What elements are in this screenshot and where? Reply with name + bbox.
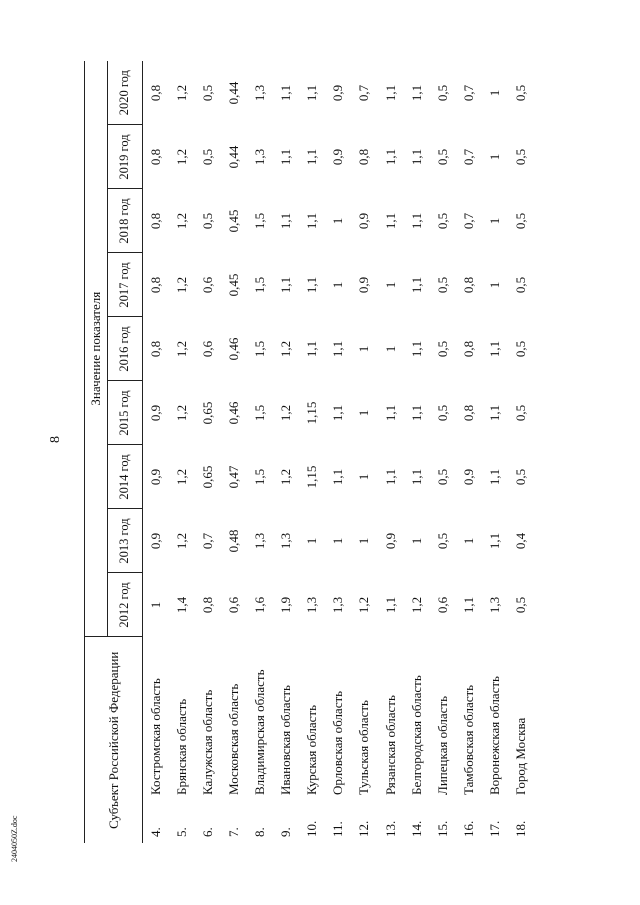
indicator-value: 1,1 xyxy=(304,148,320,166)
indicator-value: 1,2 xyxy=(174,532,190,550)
indicator-value: 1,2 xyxy=(278,468,294,486)
indicator-value: 0,65 xyxy=(200,401,216,425)
table-row xyxy=(508,61,534,843)
indicator-value: 1 xyxy=(148,601,164,609)
region-name: Тамбовская область xyxy=(460,684,476,795)
indicator-value: 0,44 xyxy=(226,145,242,169)
table-row xyxy=(404,61,430,843)
region-name: Тульская область xyxy=(356,700,372,795)
indicator-value: 1,1 xyxy=(486,532,502,550)
indicator-value: 1,5 xyxy=(252,468,268,486)
indicator-value: 0,45 xyxy=(226,209,242,233)
indicator-value: 1,5 xyxy=(252,340,268,358)
indicator-value: 1 xyxy=(486,281,502,289)
indicator-value: 1 xyxy=(304,537,320,545)
row-number: 4. xyxy=(148,827,164,837)
page-number: 8 xyxy=(48,436,63,443)
indicator-table xyxy=(84,61,534,843)
row-number: 17. xyxy=(486,820,502,837)
indicator-value: 0,9 xyxy=(382,532,398,550)
indicator-value: 0,5 xyxy=(434,148,450,166)
region-name: Владимирская область xyxy=(252,669,268,795)
indicator-value: 1,15 xyxy=(304,465,320,489)
indicator-value: 1,1 xyxy=(278,212,294,230)
table-row xyxy=(325,61,351,843)
indicator-value: 1 xyxy=(330,537,346,545)
indicator-value: 0,5 xyxy=(200,84,216,102)
table-row xyxy=(273,61,299,843)
indicator-value: 1,1 xyxy=(382,212,398,230)
indicator-value: 1 xyxy=(486,153,502,161)
indicator-value: 0,4 xyxy=(512,532,528,550)
indicator-value: 1,1 xyxy=(330,468,346,486)
indicator-value: 0,6 xyxy=(200,340,216,358)
table-row xyxy=(482,61,508,843)
indicator-value: 1,2 xyxy=(174,276,190,294)
region-name: Воронежская область xyxy=(486,676,502,795)
indicator-value: 1,1 xyxy=(408,212,424,230)
row-number: 8. xyxy=(252,827,268,837)
row-number: 5. xyxy=(174,827,190,837)
indicator-value: 1,1 xyxy=(382,468,398,486)
table-row xyxy=(456,61,482,843)
indicator-value: 0,9 xyxy=(356,212,372,230)
region-name: Орловская область xyxy=(330,690,346,795)
indicator-value: 1,1 xyxy=(304,212,320,230)
row-number: 6. xyxy=(200,827,216,837)
indicator-value: 1,1 xyxy=(408,276,424,294)
row-number: 11. xyxy=(330,821,346,837)
indicator-value: 0,5 xyxy=(512,212,528,230)
region-name: Рязанская область xyxy=(382,695,398,795)
indicator-value: 1,1 xyxy=(408,404,424,422)
indicator-value: 1,1 xyxy=(408,468,424,486)
indicator-value: 1 xyxy=(460,537,476,545)
indicator-value: 0,5 xyxy=(434,340,450,358)
indicator-value: 0,9 xyxy=(330,148,346,166)
region-name: Брянская область xyxy=(174,698,190,795)
indicator-value: 0,5 xyxy=(512,404,528,422)
year-header: 2018 год xyxy=(108,189,143,253)
indicator-value: 1 xyxy=(382,281,398,289)
region-name: Московская область xyxy=(226,683,242,795)
indicator-value: 1,6 xyxy=(252,596,268,614)
region-name: Курская область xyxy=(304,704,320,795)
indicator-value: 0,9 xyxy=(330,84,346,102)
subject-column-header: Субъект Российской Федерации xyxy=(85,637,143,843)
indicator-value: 0,5 xyxy=(512,340,528,358)
indicator-value: 1,2 xyxy=(408,596,424,614)
indicator-value: 0,9 xyxy=(148,468,164,486)
indicator-value: 1,1 xyxy=(408,340,424,358)
indicator-value: 0,9 xyxy=(356,276,372,294)
indicator-value: 0,5 xyxy=(512,148,528,166)
indicator-value: 1 xyxy=(356,473,372,481)
indicator-table-container xyxy=(84,61,534,843)
indicator-value: 0,7 xyxy=(460,84,476,102)
indicator-value: 0,8 xyxy=(356,148,372,166)
indicator-value: 1,1 xyxy=(382,84,398,102)
row-number: 12. xyxy=(356,820,372,837)
indicator-value: 1,15 xyxy=(304,401,320,425)
indicator-value: 1 xyxy=(356,409,372,417)
row-number: 10. xyxy=(304,820,320,837)
year-header: 2015 год xyxy=(108,381,143,445)
indicator-value: 0,6 xyxy=(226,596,242,614)
indicator-value: 0,8 xyxy=(148,148,164,166)
indicator-value: 1,4 xyxy=(174,596,190,614)
indicator-value: 1 xyxy=(408,537,424,545)
year-header: 2013 год xyxy=(108,509,143,573)
indicator-value: 1,1 xyxy=(382,148,398,166)
indicator-value: 0,5 xyxy=(512,468,528,486)
year-header: 2014 год xyxy=(108,445,143,509)
indicator-value: 0,7 xyxy=(460,212,476,230)
indicator-value: 1,3 xyxy=(304,596,320,614)
indicator-value: 0,5 xyxy=(434,532,450,550)
table-row xyxy=(169,61,195,843)
table-row xyxy=(221,61,247,843)
indicator-value: 0,9 xyxy=(460,468,476,486)
indicator-value: 1,1 xyxy=(460,596,476,614)
indicator-value: 1,2 xyxy=(174,340,190,358)
year-header: 2020 год xyxy=(108,61,143,125)
indicator-value: 1,3 xyxy=(252,148,268,166)
indicator-value: 0,7 xyxy=(460,148,476,166)
region-name: Город Москва xyxy=(512,717,528,795)
indicator-value: 0,5 xyxy=(434,404,450,422)
file-stamp: 2404050Z.doc xyxy=(10,815,19,862)
indicator-value: 1,3 xyxy=(278,532,294,550)
table-row xyxy=(143,61,170,843)
indicator-value: 1 xyxy=(356,537,372,545)
indicator-value: 1,2 xyxy=(278,340,294,358)
indicator-value: 0,5 xyxy=(434,212,450,230)
indicator-value: 1,1 xyxy=(278,148,294,166)
indicator-value: 1,9 xyxy=(278,596,294,614)
indicator-value: 1,3 xyxy=(330,596,346,614)
indicator-value: 1 xyxy=(486,217,502,225)
indicator-value: 1 xyxy=(382,345,398,353)
indicator-value: 0,5 xyxy=(434,468,450,486)
indicator-value: 0,65 xyxy=(200,465,216,489)
year-header: 2019 год xyxy=(108,125,143,189)
indicator-value: 1,2 xyxy=(174,404,190,422)
indicator-value: 1,2 xyxy=(174,84,190,102)
indicator-value: 0,46 xyxy=(226,337,242,361)
indicator-value: 1,1 xyxy=(278,276,294,294)
region-name: Белгородская область xyxy=(408,675,424,795)
row-number: 13. xyxy=(382,820,398,837)
row-number: 16. xyxy=(460,820,476,837)
indicator-value: 1,1 xyxy=(278,84,294,102)
table-row xyxy=(195,61,221,843)
indicator-value: 0,45 xyxy=(226,273,242,297)
indicator-value: 1,1 xyxy=(382,404,398,422)
indicator-value: 0,9 xyxy=(148,404,164,422)
indicator-value: 1 xyxy=(486,89,502,97)
indicator-value: 1,1 xyxy=(408,84,424,102)
row-number: 15. xyxy=(434,820,450,837)
indicator-value: 1,1 xyxy=(304,84,320,102)
indicator-value: 0,7 xyxy=(356,84,372,102)
year-header: 2012 год xyxy=(108,573,143,637)
indicator-value: 0,8 xyxy=(148,276,164,294)
indicator-value: 1,1 xyxy=(486,468,502,486)
region-name: Калужская область xyxy=(200,689,216,795)
indicator-value: 0,5 xyxy=(200,212,216,230)
indicator-value: 1,1 xyxy=(486,404,502,422)
indicator-value: 1 xyxy=(330,217,346,225)
table-row xyxy=(378,61,404,843)
indicator-value: 1,3 xyxy=(486,596,502,614)
indicator-value: 1,2 xyxy=(278,404,294,422)
region-name: Костромская область xyxy=(148,678,164,795)
indicator-value: 1 xyxy=(330,281,346,289)
table-body xyxy=(143,61,535,843)
indicator-value: 1,1 xyxy=(486,340,502,358)
indicator-value: 1,2 xyxy=(356,596,372,614)
indicator-value: 0,5 xyxy=(434,84,450,102)
indicator-value: 1,5 xyxy=(252,212,268,230)
indicator-value: 0,5 xyxy=(434,276,450,294)
indicator-value: 0,9 xyxy=(148,532,164,550)
indicator-value: 0,44 xyxy=(226,81,242,105)
indicator-value: 0,5 xyxy=(512,84,528,102)
indicator-value: 0,6 xyxy=(434,596,450,614)
indicator-value: 1,3 xyxy=(252,84,268,102)
indicator-value: 1 xyxy=(356,345,372,353)
indicator-value: 1,5 xyxy=(252,276,268,294)
region-name: Липецкая область xyxy=(434,695,450,795)
table-row xyxy=(299,61,325,843)
indicator-value: 1,2 xyxy=(174,212,190,230)
indicator-value: 1,1 xyxy=(330,404,346,422)
row-number: 18. xyxy=(512,820,528,837)
region-name: Ивановская область xyxy=(278,685,294,795)
indicator-value: 0,5 xyxy=(512,276,528,294)
row-number: 7. xyxy=(226,827,242,837)
year-header: 2016 год xyxy=(108,317,143,381)
indicator-value: 1,1 xyxy=(408,148,424,166)
row-number: 14. xyxy=(408,820,424,837)
indicator-value: 0,8 xyxy=(200,596,216,614)
indicator-value: 1,1 xyxy=(330,340,346,358)
indicator-value: 0,8 xyxy=(148,84,164,102)
table-row xyxy=(247,61,273,843)
year-header: 2017 год xyxy=(108,253,143,317)
indicator-value: 0,7 xyxy=(200,532,216,550)
indicator-value: 1,2 xyxy=(174,148,190,166)
row-number: 9. xyxy=(278,827,294,837)
indicator-value: 1,1 xyxy=(304,276,320,294)
indicator-value: 0,5 xyxy=(200,148,216,166)
indicator-value: 1,3 xyxy=(252,532,268,550)
indicator-value: 1,1 xyxy=(382,596,398,614)
indicator-value: 0,8 xyxy=(460,404,476,422)
table-row xyxy=(430,61,456,843)
indicator-value: 0,8 xyxy=(460,340,476,358)
indicator-value: 0,6 xyxy=(200,276,216,294)
table-header xyxy=(85,61,143,843)
indicator-value: 0,8 xyxy=(148,340,164,358)
indicator-value: 0,47 xyxy=(226,465,242,489)
table-row xyxy=(351,61,377,843)
indicator-group-header: Значение показателя xyxy=(85,61,108,637)
indicator-value: 0,46 xyxy=(226,401,242,425)
indicator-value: 0,8 xyxy=(460,276,476,294)
indicator-value: 1,1 xyxy=(304,340,320,358)
indicator-value: 0,48 xyxy=(226,529,242,553)
indicator-value: 1,5 xyxy=(252,404,268,422)
indicator-value: 1,2 xyxy=(174,468,190,486)
indicator-value: 0,5 xyxy=(512,596,528,614)
indicator-value: 0,8 xyxy=(148,212,164,230)
